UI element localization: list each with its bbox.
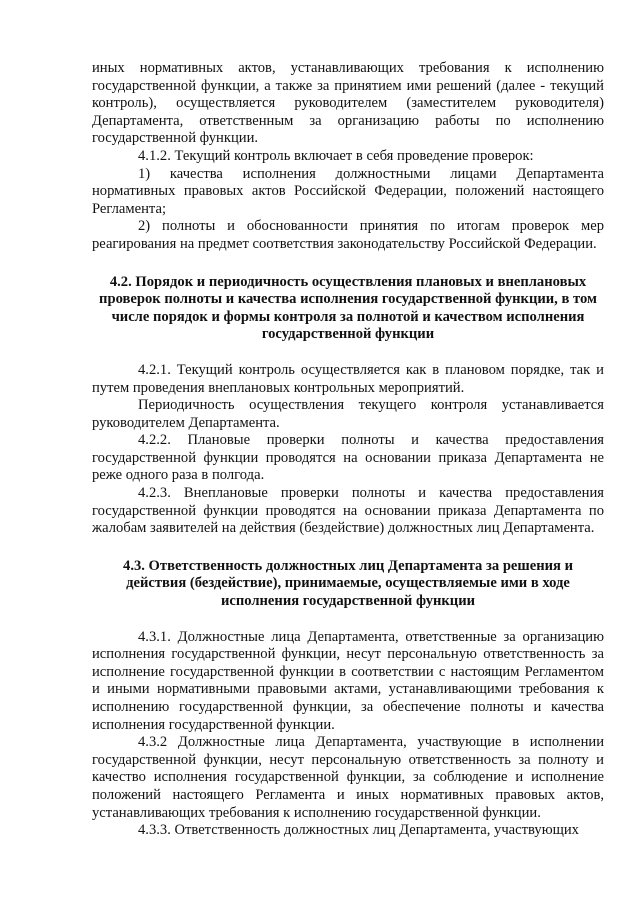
list-item-2: 2) полноты и обоснованности принятия по итогам проверок мер реагирования на предмет соответствия законодательству Российской Федерации.: [92, 218, 604, 252]
paragraph-4-1-2: 4.1.2. Текущий контроль включает в себя проведение проверок:: [138, 147, 534, 164]
paragraph-4-3-3: 4.3.3. Ответственность должностных лиц Департамента, участвующих: [138, 822, 579, 839]
paragraph-4-2-1: 4.2.1. Текущий контроль осуществляется как в плановом порядке, так и путем проведения внеплановых контрольных мероприятий.: [92, 361, 604, 396]
paragraph-4-3-1: 4.3.1. Должностные лица Департамента, ответственные за организацию исполнения государственной функции, несут персональную ответственность за исполнение государственной функции в соответствии с настоящим Регламентом и иными нормативными правовыми актами, устанавливающими требования к исполнению государственной функции, за обеспечение полноты и качества исполнения государственной функции.: [92, 628, 604, 733]
list-item-1: 1) качества исполнения должностными лицами Департамента нормативных правовых актов Российской Федерации, положений настоящего Регламента;: [92, 165, 604, 217]
paragraph-4-2-2: 4.2.2. Плановые проверки полноты и качества предоставления государственной функции проводятся на основании приказа Департамента не реже одного раза в полгода.: [92, 432, 604, 484]
section-heading-4-2: 4.2. Порядок и периодичность осуществления плановых и внеплановых проверок полноты и качества исполнения государственной функции, в том числе порядок и формы контроля за полнотой и качеством исполнения государственной функции: [99, 273, 597, 343]
section-heading-4-3: 4.3. Ответственность должностных лиц Департамента за решения и действия (бездействие), принимаемые, осуществляемые ими в ходе исполнения государственной функции: [123, 557, 573, 610]
paragraph-periodicity: Периодичность осуществления текущего контроля устанавливается руководителем Департамента.: [92, 397, 604, 431]
paragraph-4-3-2: 4.3.2 Должностные лица Департамента, участвующие в исполнении государственной функции, несут персональную ответственность за полноту и качество исполнения государственной функции, за соблюдение и исполнение положений настоящего Регламента и иных нормативных правовых актов, устанавливающих требования к исполнению государственной функции.: [92, 734, 604, 821]
paragraph-continuation: иных нормативных актов, устанавливающих требования к исполнению государственной функции, а также за принятием ими решений (далее - текущий контроль), осуществляется руководителем (заместителем руководителя) Департамента, ответственным за организацию работы по исполнению государственной функции.: [92, 60, 604, 147]
paragraph-4-2-3: 4.2.3. Внеплановые проверки полноты и качества предоставления государственной функции проводятся на основании приказа Департамента по жалобам заявителей на действия (бездействие) должностных лиц Департамента.: [92, 485, 604, 537]
